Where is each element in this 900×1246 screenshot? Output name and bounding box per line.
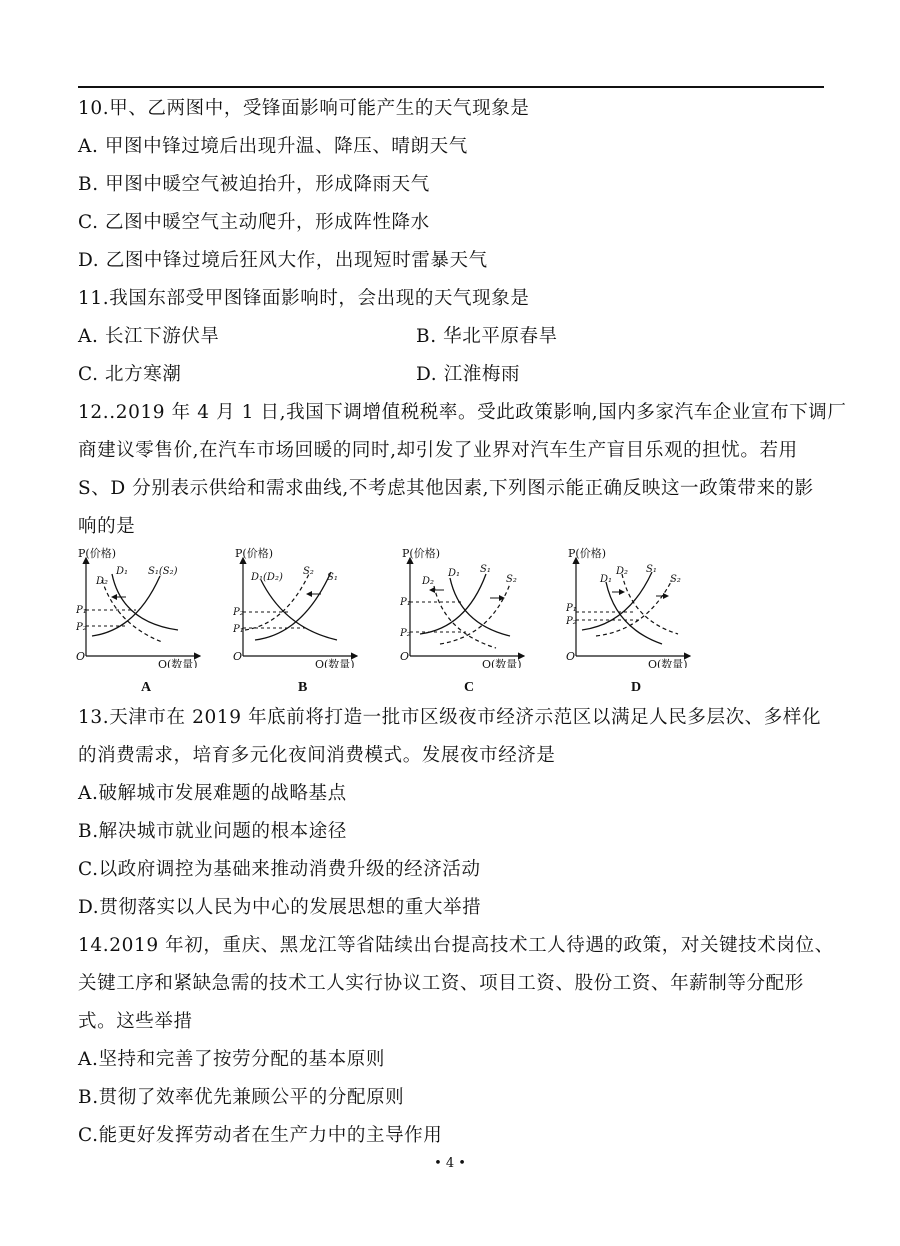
q12-line-4: 响的是 [78,516,136,537]
q13-option-d: D.贯彻落实以人民为中心的发展思想的重大举措 [78,897,482,918]
figure-b-caption: B [298,680,308,695]
label-s1: S₁ [646,564,657,575]
q10-stem: 10.甲、乙两图中，受锋面影响可能产生的天气现象是 [78,98,530,119]
y-axis-label: P(价格) [235,547,273,560]
origin-label: O [566,650,576,663]
demand-curve-d2 [434,586,496,648]
y-axis-label: P(价格) [78,547,116,560]
label-d2: D₂ [616,566,629,577]
q10-option-d: D. 乙图中锋过境后狂风大作，出现短时雷暴天气 [78,250,488,271]
label-s1: S₁ [327,572,338,583]
q11-option-b: B. 华北平原春旱 [416,326,558,347]
label-s2: S₂ [303,566,314,577]
figure-d [566,544,696,672]
q13-option-a: A.破解城市发展难题的战略基点 [78,783,347,804]
label-d2: D₂ [96,576,109,587]
q12-line-2: 商建议零售价,在汽车市场回暖的同时,却引发了业界对汽车生产盲目乐观的担忧。若用 [78,440,798,461]
figure-a-caption: A [141,680,152,695]
q11-option-d: D. 江淮梅雨 [416,364,521,385]
label-s2: S₂ [670,574,681,585]
origin-label: O [233,650,243,663]
label-p2: P₂ [566,616,577,627]
figure-b [233,544,363,672]
q14-option-b: B.贯彻了效率优先兼顾公平的分配原则 [78,1087,405,1108]
q14-line-3: 式。这些举措 [78,1011,193,1032]
x-axis-label: Q(数量) [315,658,355,668]
x-axis-label: Q(数量) [648,658,688,668]
q13-option-b: B.解决城市就业问题的根本途径 [78,821,347,842]
q10-option-c: C. 乙图中暖空气主动爬升，形成阵性降水 [78,212,430,233]
label-d2: D₂ [422,576,435,587]
demand-curve-d [261,580,337,640]
figure-a [76,544,206,672]
q10-option-a: A. 甲图中锋过境后出现升温、降压、晴朗天气 [78,136,468,157]
y-axis-label: P(价格) [568,547,606,560]
q14-line-2: 关键工序和紧缺急需的技术工人实行协议工资、项目工资、股份工资、年薪制等分配形 [78,973,804,994]
figure-d-caption: D [631,680,642,695]
q14-option-c: C.能更好发挥劳动者在生产力中的主导作用 [78,1125,443,1146]
q14-option-a: A.坚持和完善了按劳分配的基本原则 [78,1049,385,1070]
q11-stem: 11.我国东部受甲图锋面影响时，会出现的天气现象是 [78,288,530,309]
label-p2: P₂ [233,607,244,618]
label-s2: S₂ [506,574,517,585]
label-d1: D₁ [448,568,461,579]
supply-curve-s2 [440,584,510,644]
figure-c [400,544,530,672]
label-p2: P₂ [400,628,411,639]
origin-label: O [400,650,410,663]
label-p2: P₂ [76,622,87,633]
y-axis-label: P(价格) [402,547,440,560]
demand-curve-d1 [606,582,662,644]
q11-option-a: A. 长江下游伏旱 [78,326,220,347]
supply-curve-s1 [582,572,652,630]
header-rule [78,86,824,88]
q14-line-1: 14.2019 年初，重庆、黑龙江等省陆续出台提高技术工人待遇的政策，对关键技术岗位、 [78,935,834,956]
page-number: • 4 • [434,1156,466,1171]
label-d1: D₁ [600,574,613,585]
label-p1: P₁ [233,624,244,635]
x-axis-label: Q(数量) [482,658,522,668]
label-s1: S₁ [480,564,491,575]
x-axis-label: Q(数量) [158,658,198,668]
origin-label: O [76,650,86,663]
label-p1: P₁ [76,605,87,616]
q13-line-1: 13.天津市在 2019 年底前将打造一批市区级夜市经济示范区以满足人民多层次、多样化 [78,707,822,728]
label-p1: P₁ [566,603,577,614]
q12-line-1: 12..2019 年 4 月 1 日,我国下调增值税税率。受此政策影响,国内多家汽车企业宣布下调厂 [78,402,847,423]
q10-option-b: B. 甲图中暖空气被迫抬升，形成降雨天气 [78,174,430,195]
q13-option-c: C.以政府调控为基础来推动消费升级的经济活动 [78,859,481,880]
label-d: D₁(D₂) [251,572,283,583]
figure-c-caption: C [464,680,475,695]
q13-line-2: 的消费需求，培育多元化夜间消费模式。发展夜市经济是 [78,745,556,766]
label-p1: P₁ [400,597,411,608]
q11-option-c: C. 北方寒潮 [78,364,182,385]
q12-line-3: S、D 分别表示供给和需求曲线,不考虑其他因素,下列图示能正确反映这一政策带来的影 [78,478,814,499]
label-d1: D₁ [116,566,129,577]
label-s: S₁(S₂) [148,566,178,577]
